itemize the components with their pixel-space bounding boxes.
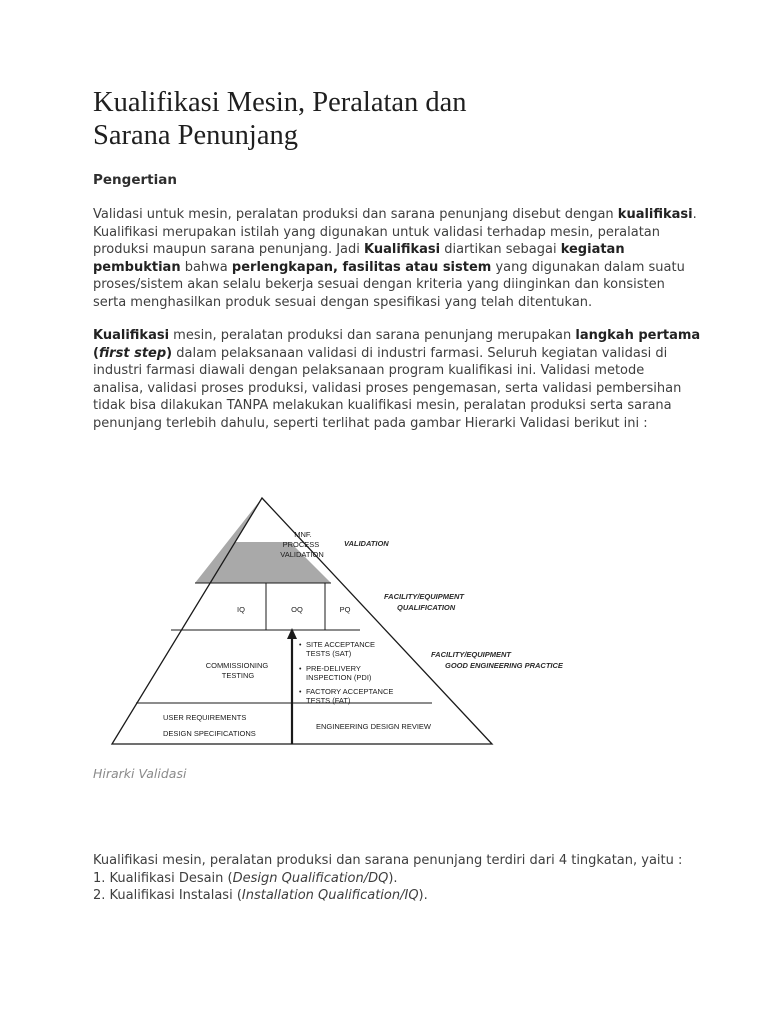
text-line: industri farmasi diawali dengan pelaksanaan program kualifikasi ini. Validasi metode xyxy=(93,363,645,378)
text-line: proses/sistem akan selalu bekerja sesuai dengan kriteria yang diinginkan dan konsisten xyxy=(93,277,665,292)
text-line: serta menghasilkan produk sesuai dengan spesifikasi yang telah ditentukan. xyxy=(93,294,593,310)
page-title-line-1: Kualifikasi Mesin, Peralatan dan xyxy=(93,87,467,118)
label-facility-qualification: FACILITY/EQUIPMENT xyxy=(384,592,465,601)
bullet: • xyxy=(299,666,302,673)
page-title xyxy=(93,86,693,152)
svg-text:COMMISSIONING TESTING xyxy=(206,661,271,680)
bullet: • xyxy=(299,642,302,649)
page-title-line-2: Sarana Penunjang xyxy=(93,120,298,151)
paragraph-definition xyxy=(93,206,697,311)
commissioning-testing: TESTING xyxy=(221,671,255,680)
bullet-sat: SITE ACCEPTANCE xyxy=(306,640,376,649)
bullet-sat: TESTS (SAT) xyxy=(306,649,352,658)
apex-text: PROCESS xyxy=(282,540,320,549)
text-line: (first step) dalam pelaksanaan validasi di industri farmasi. Seluruh kegiatan validasi di xyxy=(93,345,668,361)
apex-text: MNF. xyxy=(294,530,312,539)
bullet: • xyxy=(299,689,302,696)
apex-text: VALIDATION xyxy=(280,550,324,559)
text-line: Kualifikasi mesin, peralatan produksi dan sarana penunjang merupakan langkah pertama xyxy=(93,328,701,343)
commissioning-testing: COMMISSIONING xyxy=(205,661,269,670)
bullet-pdi: PRE-DELIVERY xyxy=(306,664,361,673)
list-item: 1. Kualifikasi Desain (Design Qualification/DQ). xyxy=(93,870,398,886)
svg-text:FACILITY/EQUIPMENT QUALIFI xyxy=(384,592,466,612)
figure-caption: Hirarki Validasi xyxy=(93,766,187,781)
text-line: Validasi untuk mesin, peralatan produksi dan sarana penunjang disebut dengan kualifikasi. xyxy=(93,207,697,222)
svg-text:SITE ACCEPTANCE TESTS (SAT xyxy=(306,640,395,705)
tier-oq: OQ xyxy=(291,605,303,614)
text-line: produksi maupun sarana penunjang. Jadi Kualifikasi diartikan sebagai kegiatan xyxy=(93,242,625,257)
text-line: tidak bisa dilakukan TANPA melakukan kualifikasi mesin, peralatan produksi serta sarana xyxy=(93,398,672,413)
validation-hierarchy-diagram xyxy=(100,490,563,750)
text-line: Kualifikasi mesin, peralatan produksi dan sarana penunjang terdiri dari 4 tingkatan, yaitu : xyxy=(93,853,683,868)
text-line: pembuktian bahwa perlengkapan, fasilitas atau sistem yang digunakan dalam suatu xyxy=(93,259,685,275)
label-good-engineering: FACILITY/EQUIPMENT xyxy=(431,650,512,659)
user-requirements: USER REQUIREMENTS xyxy=(163,713,247,722)
list-item: 2. Kualifikasi Instalasi (Installation Qualification/IQ). xyxy=(93,888,428,903)
tier-pq: PQ xyxy=(339,605,351,614)
paragraph-first-step xyxy=(93,327,701,432)
label-validation: VALIDATION xyxy=(344,539,389,548)
svg-text:MNF. PROCESS VALIDATIO xyxy=(280,530,323,559)
engineering-design-review: ENGINEERING DESIGN REVIEW xyxy=(316,722,432,731)
text-line: penunjang terlebih dahulu, seperti terlihat pada gambar Hierarki Validasi berikut ini : xyxy=(93,415,648,431)
bullet-fat: TESTS (FAT) xyxy=(306,696,351,705)
svg-text:FACILITY/EQUIPMENT GOOD EN xyxy=(431,650,564,670)
bullet-fat: FACTORY ACCEPTANCE xyxy=(306,687,394,696)
label-good-engineering: GOOD ENGINEERING PRACTICE xyxy=(445,661,563,670)
label-facility-qualification: QUALIFICATION xyxy=(397,603,456,612)
bullet-pdi: INSPECTION (PDI) xyxy=(306,673,372,682)
tier-iq: IQ xyxy=(237,605,245,614)
paragraph-levels xyxy=(93,852,683,905)
text-line: analisa, validasi proses produksi, validasi proses pengemasan, serta validasi pembersihan xyxy=(93,380,682,396)
svg-text:USER REQUIREMENTS DESIGN S xyxy=(163,713,256,738)
text-line: Kualifikasi merupakan istilah yang digunakan untuk validasi terhadap mesin, peralatan xyxy=(93,224,661,240)
design-specifications: DESIGN SPECIFICATIONS xyxy=(163,729,256,738)
section-heading: Pengertian xyxy=(93,172,177,188)
